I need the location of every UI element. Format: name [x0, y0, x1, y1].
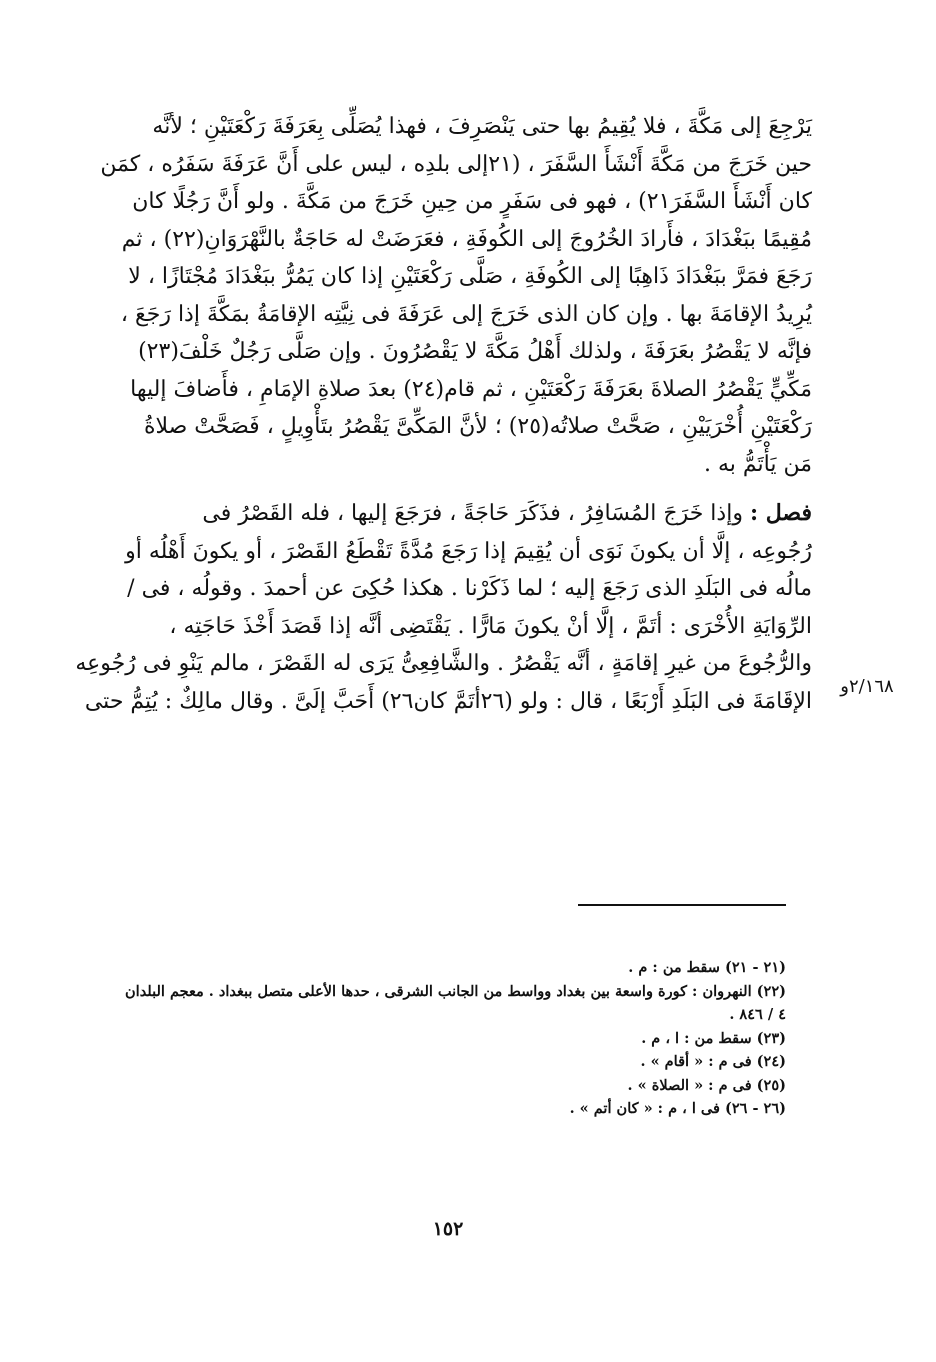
text-line: الإقَامَةَ فى البَلَدِ أَرْبَعًا ، قال : ولو (٢٦أتَمَّ كان٢٦) أَحَبَّ إلَىَّ . وقال مالِكٌ : يُتِمُّ حتى — [84, 688, 812, 714]
text-line: مُقِيمًا ببَغْدَادَ ، فأَرادَ الخُرُوجَ إلى الكُوفَةِ ، فعَرَضَتْ له حَاجَةٌ بالنَّهْرَوَانِ(٢٢) ، ثم — [121, 226, 812, 252]
paragraph-1 — [100, 108, 812, 483]
text-line: مالُه فى البَلَدِ الذى رَجَعَ إليه ؛ لما ذَكَرْنا . هكذا حُكِىَ عن أحمدَ . وقولُه ، فى / — [127, 576, 812, 601]
footnote: (٢٢) النهروان : كورة واسعة بين بغداد وواسط من الجانب الشرقى ، حدها الأعلى متصل ببغداد . معجم البلدان — [125, 982, 786, 1000]
footnotes — [125, 956, 786, 1121]
footnote-divider — [578, 904, 786, 906]
section-heading: فصل : — [749, 500, 812, 526]
text-line: الرِّوَايَةِ الأُخْرَى : أتَمَّ ، إلَّا أنْ يكونَ مَارًّا . يَقْتَضِى أنَّه إذا قَصَدَ أَخْذَ حَاجَتِه ، — [169, 613, 812, 639]
footnote: ٤ / ٨٤٦ . — [729, 1006, 786, 1023]
text-line: مَكِّيٍّ يَقْصُرُ الصلاةَ بعَرَفَةَ رَكْعَتَيْنِ ، ثم قام(٢٤) بعدَ صلاةِ الإمَامِ ، فأَضافَ إليها — [130, 376, 812, 402]
text-line-with-heading — [118, 495, 812, 533]
footnote: (٢١ - ٢١) سقط من : م . — [628, 959, 786, 976]
text-line: وإذا خَرَجَ المُسَافِرُ ، فذَكَرَ حَاجَةً ، فرَجَعَ إليها ، فله القَصْرُ فى — [202, 501, 743, 526]
text-line: يُرِيدُ الإقامَةَ بها . وإن كان الذى خَرَجَ إلى عَرَفَةَ فى نِيَّتِه الإقامَةُ بمَكَّةَ إذا رَجَعَ ، — [120, 301, 812, 327]
text-line: رَجَعَ فمَرَّ ببَغْدَادَ ذَاهِبًا إلى الكُوفَةِ ، صَلَّى رَكْعَتَيْنِ إذا كان يَمُرُّ ببَغْدَادَ مُجْتَازًا ، لا — [128, 264, 812, 289]
footnote: (٢٦ - ٢٦) فى ا ، م : « كان أتم » . — [569, 1100, 786, 1117]
paragraph-2 — [75, 495, 812, 720]
footnote: (٢٥) فى م : « الصلاة » . — [627, 1076, 786, 1094]
text-line: كان أَنْشَأَ السَّفَرَ٢١) ، فهو فى سَفَرٍ من حِينِ خَرَجَ من مَكَّةَ . ولو أَنَّ رَجُلًا كان — [132, 189, 812, 214]
text-line: رَكْعَتَيْنِ أُخْرَيَيْنِ ، صَحَّتْ صلاتُه(٢٥) ؛ لأنَّ المَكِّىَّ يَقْصُرُ بتَأْوِيلٍ ، فَصَحَّتْ صلاةُ — [143, 414, 812, 439]
text-line: رُجُوعِه ، إلَّا أن يكونَ نَوَى أن يُقِيمَ إذا رَجَعَ مُدَّةً تَقْطَعُ القَصْرَ ، أو يكونَ أَهْلُه أو — [125, 538, 812, 564]
text-line: مَن يَأْتَمُّ به . — [703, 451, 812, 477]
page-number: ١٥٢ — [432, 1218, 464, 1240]
text-line: يَرْجِعَ إلى مَكَّةَ ، فلا يُقِيمُ بها حتى يَنْصَرِفَ ، فهذا يُصَلِّى بِعَرَفَةَ رَكْعَتَيْنِ ؛ لأنَّه — [152, 114, 812, 139]
margin-folio-note: ٢/١٦٨و — [840, 676, 894, 697]
text-line: حين خَرَجَ من مَكَّةَ أَنْشَأَ السَّفَرَ ، (٢١إلى بلدِه ، ليس على أَنَّ عَرَفَةَ سَفَرُه ، كمَن — [100, 151, 812, 177]
footnote: (٢٤) فى م : « أقام » . — [640, 1053, 786, 1070]
text-line: فإنَّه لا يَقْصُرُ بعَرَفَةَ ، ولذلك أَهْلُ مَكَّةَ لا يَقْصُرُونَ . وإن صَلَّى رَجُلٌ خَلْفَ(٢٣) — [138, 339, 812, 364]
footnote: (٢٣) سقط من : ا ، م . — [641, 1029, 786, 1047]
text-line: والرُّجُوعَ من غيرِ إقامَةٍ ، أنَّه يَقْصُرُ . والشَّافِعِىُّ يَرَى له القَصْرَ ، مالم يَنْوِ فى رُجُوعِه — [75, 651, 812, 676]
main-text — [75, 108, 812, 720]
